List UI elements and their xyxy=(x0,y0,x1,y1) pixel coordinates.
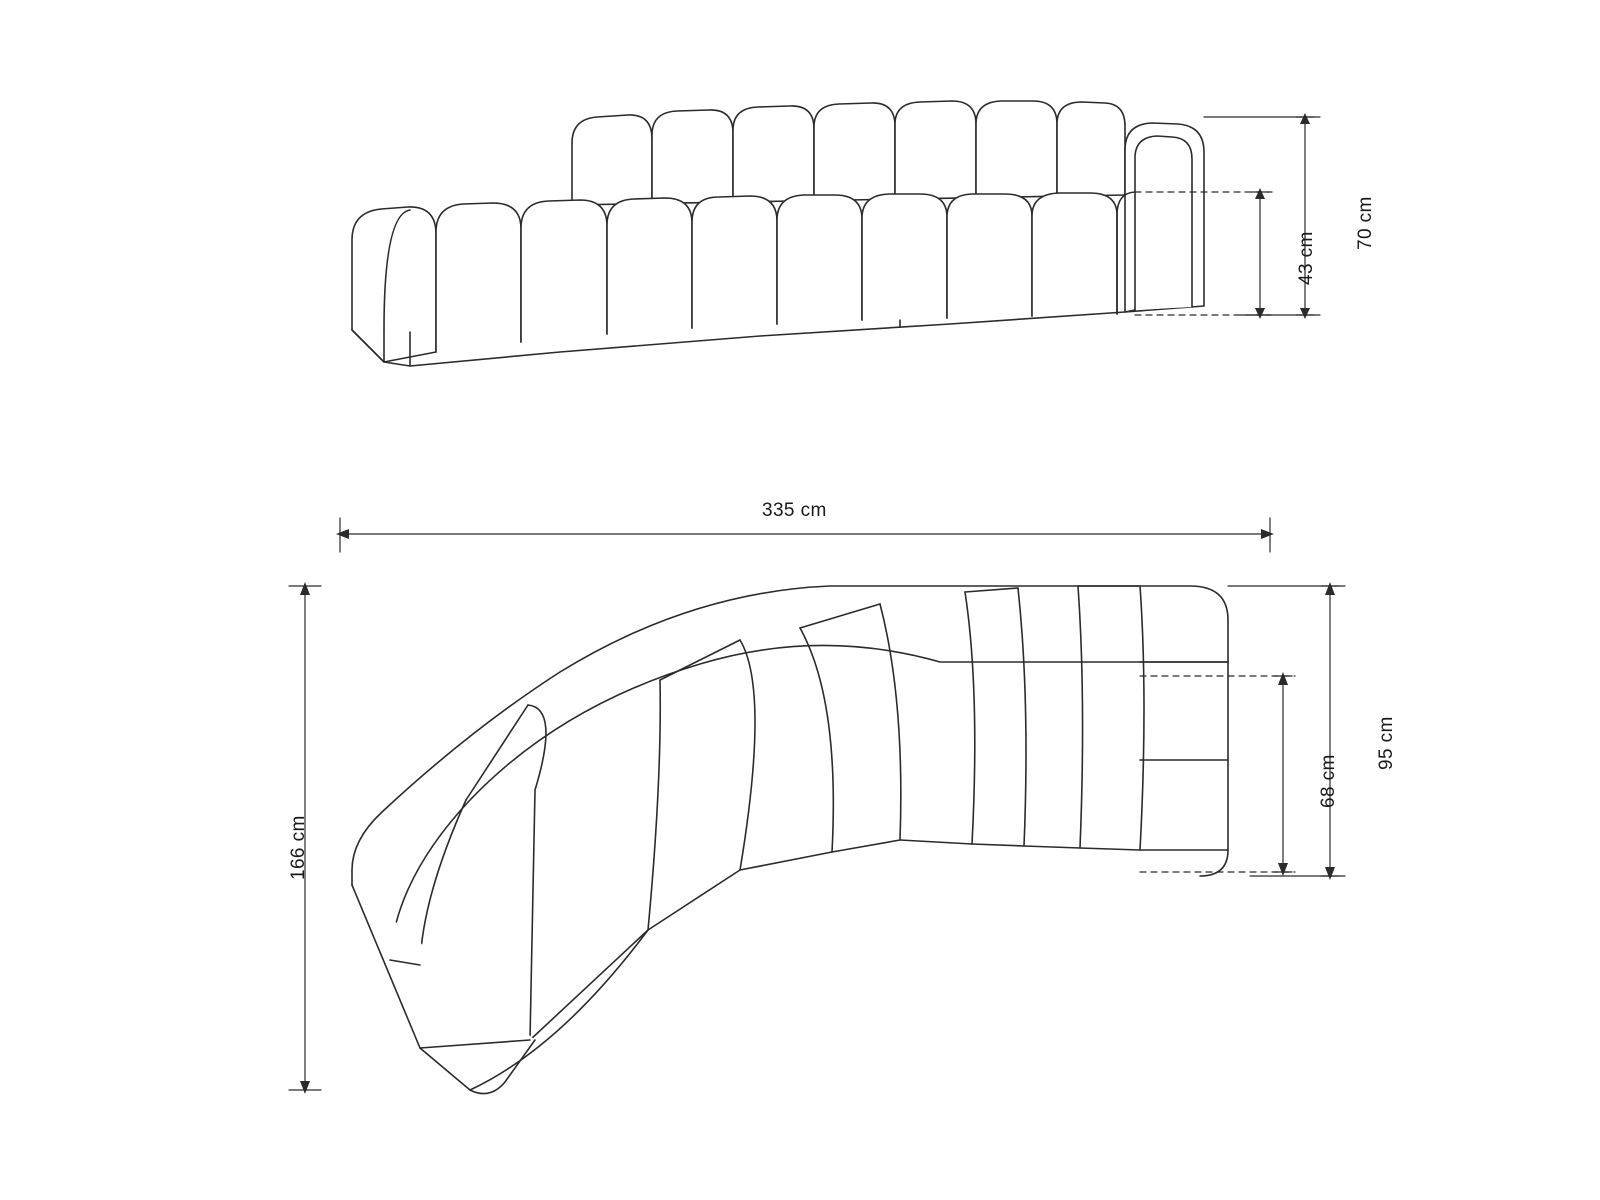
dimension-label-seat-height: 43 cm xyxy=(1296,231,1317,285)
front-elevation-sofa xyxy=(352,101,1204,366)
dimension-label-seat-depth: 68 cm xyxy=(1318,754,1339,808)
top-plan-sofa xyxy=(352,586,1228,1094)
dimension-label-overall-depth: 166 cm xyxy=(288,815,309,880)
dimension-label-overall-width: 335 cm xyxy=(762,500,827,521)
dimension-label-overall-height: 70 cm xyxy=(1355,196,1376,250)
dimension-label-module-depth: 95 cm xyxy=(1376,716,1397,770)
